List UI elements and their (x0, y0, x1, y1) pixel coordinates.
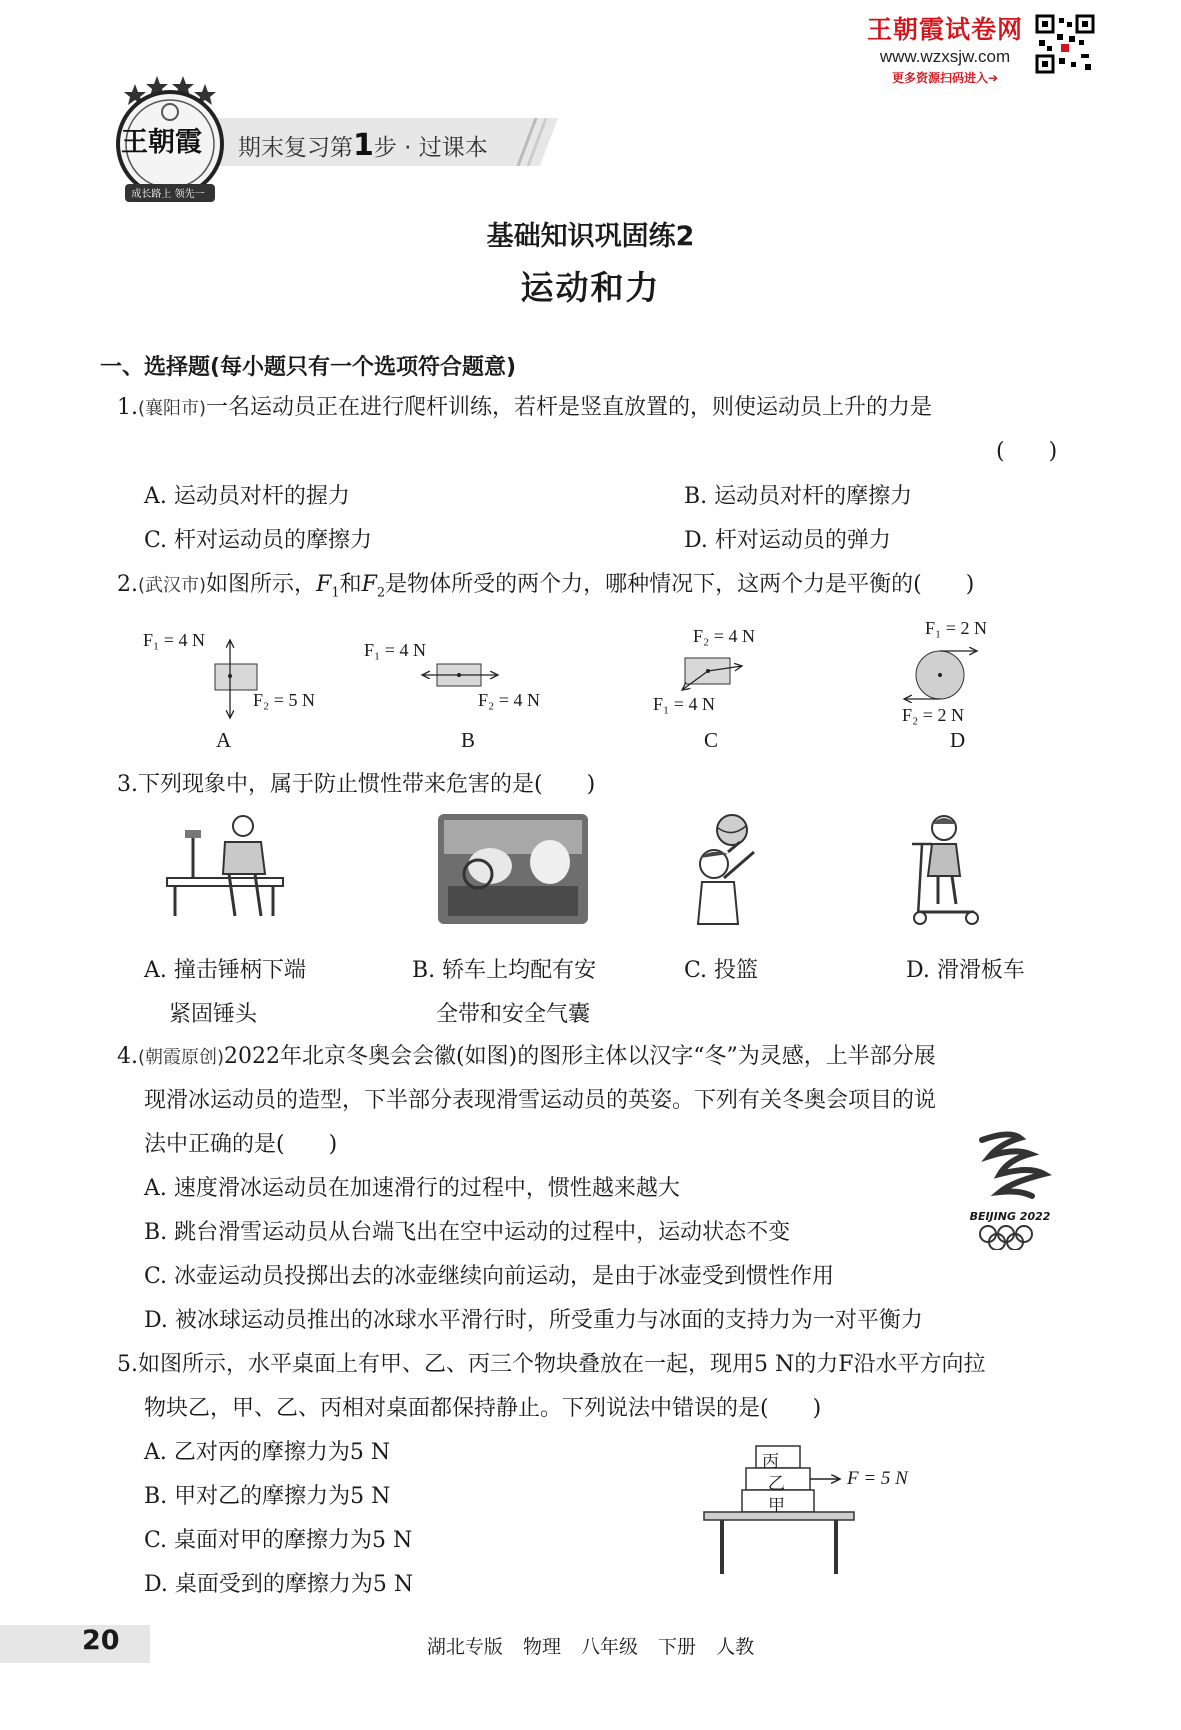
scooter-child-illustration (908, 814, 988, 926)
q2-c-f2-label: F₂ = 4 N (693, 626, 755, 646)
q4-stem-line2: 现滑冰运动员的造型，下半部分表现滑雪运动员的英姿。下列有关冬奥会项目的说 (144, 1088, 937, 1113)
banner-step-number: 1 (353, 128, 374, 163)
q5-stem-line2: 物块乙，甲、乙、丙相对桌面都保持静止。下列说法中错误的是( ) (144, 1396, 822, 1421)
block-bing-label: 丙 (762, 1452, 779, 1472)
q5-option-d[interactable]: D. 桌面受到的摩擦力为5 N (144, 1572, 414, 1597)
q1-text: 一名运动员正在进行爬杆训练，若杆是竖直放置的，则使运动员上升的力是 (206, 395, 933, 420)
hammer-bench-illustration (165, 812, 285, 927)
brand-block (860, 10, 1030, 86)
logo-text: 王朝霞 (121, 127, 202, 158)
q4-option-a[interactable]: A. 速度滑冰运动员在加速滑行的过程中，惯性越来越大 (144, 1176, 680, 1201)
q3-option-b-line2: 全带和安全气囊 (436, 1002, 591, 1027)
section-heading: 一、选择题(每小题只有一个选项符合题意) (100, 355, 517, 380)
q1-option-a[interactable]: A. 运动员对杆的握力 (144, 484, 350, 509)
block-yi-label: 乙 (768, 1474, 785, 1494)
q4-stem-line1 (117, 1042, 936, 1073)
q2-b-f2-label: F₂ = 4 N (478, 690, 540, 710)
q3-option-d[interactable]: D. 滑滑板车 (906, 958, 1025, 983)
emblem-caption: BEIJING 2022 (969, 1210, 1051, 1223)
q1-source: (襄阳市) (138, 398, 207, 419)
q5-option-b[interactable]: B. 甲对乙的摩擦力为5 N (144, 1484, 391, 1509)
q2-f1-symbol: F (316, 572, 332, 597)
q2-d-caption[interactable]: D (950, 728, 966, 752)
q5-option-a[interactable]: A. 乙对丙的摩擦力为5 N (144, 1440, 391, 1465)
q2-d-f1-label: F₁ = 2 N (925, 618, 987, 638)
q2-b-f1-label: F₁ = 4 N (364, 640, 426, 660)
q2-diagram-a (215, 640, 257, 718)
brand-more-text: 更多资源扫码进入➔ (891, 71, 999, 85)
qr-code-icon[interactable] (1035, 14, 1095, 74)
q3-option-a-line1[interactable]: A. 撞击锤柄下端 (144, 958, 306, 983)
q2-f2-sub: 2 (376, 585, 386, 601)
q2-a-f1-label: F₁ = 4 N (143, 630, 205, 650)
q4-number: 4. (117, 1044, 138, 1069)
q3-option-b-line1[interactable]: B. 轿车上均配有安 (412, 958, 597, 983)
q1-option-c[interactable]: C. 杆对运动员的摩擦力 (144, 528, 373, 553)
page-number: 20 (82, 1625, 120, 1656)
q2-d-f2-label: F₂ = 2 N (902, 705, 964, 725)
basketball-shot-illustration (684, 812, 784, 927)
q2-b-caption[interactable]: B (461, 728, 476, 752)
q1-number: 1. (117, 395, 138, 420)
q2-text-a: 如图所示， (206, 572, 317, 597)
page-title: 运动和力 (520, 268, 661, 307)
q5-number: 5. (117, 1352, 138, 1377)
q3-option-c[interactable]: C. 投篮 (684, 958, 759, 983)
stacked-blocks-diagram (700, 1442, 910, 1587)
banner-title (238, 128, 488, 163)
q4-source: (朝霞原创) (138, 1047, 225, 1068)
q2-and: 和 (339, 572, 362, 597)
block-jia-label: 甲 (768, 1496, 785, 1516)
q2-text-b: 是物体所受的两个力，哪种情况下，这两个力是平衡的( ) (385, 572, 975, 597)
q2-a-f2-label: F₂ = 5 N (253, 690, 315, 710)
q2-f2-symbol: F (361, 572, 377, 597)
q2-diagram-d (904, 651, 977, 699)
brand-url[interactable]: www.wzxsjw.com (879, 47, 1011, 66)
page-subtitle: 基础知识巩固练2 (486, 221, 695, 252)
q1-answer-paren[interactable]: ( ) (996, 439, 1058, 464)
q4-option-b[interactable]: B. 跳台滑雪运动员从台端飞出在空中运动的过程中，运动状态不变 (144, 1220, 791, 1245)
beijing-2022-emblem (960, 1130, 1060, 1250)
q5-stem-line1 (117, 1350, 986, 1380)
q2-a-caption[interactable]: A (216, 728, 232, 752)
banner-suffix: 步 · 过课本 (373, 135, 488, 161)
q3-number: 3. (117, 772, 138, 797)
q4-stem-line3: 法中正确的是( ) (144, 1132, 338, 1157)
q4-text-line1: 2022年北京冬奥会会徽(如图)的图形主体以汉字“冬”为灵感，上半部分展 (224, 1044, 936, 1069)
q5-text-line1: 如图所示，水平桌面上有甲、乙、丙三个物块叠放在一起，现用5 N的力F沿水平方向拉 (138, 1352, 986, 1377)
q4-option-c[interactable]: C. 冰壶运动员投掷出去的冰壶继续向前运动，是由于冰壶受到惯性作用 (144, 1264, 835, 1289)
q1-option-b[interactable]: B. 运动员对杆的摩擦力 (684, 484, 913, 509)
q2-c-f1-label: F₁ = 4 N (653, 694, 715, 714)
q2-c-caption[interactable]: C (704, 728, 719, 752)
footer-book-info: 湖北专版 物理 八年级 下册 人教 (426, 1636, 755, 1658)
q2-source: (武汉市) (138, 575, 207, 596)
banner-prefix: 期末复习第 (238, 135, 353, 161)
q2-stem (117, 570, 974, 608)
logo-slogan: 成长路上 领先一步 (131, 189, 205, 215)
q3-option-a-line2: 紧固锤头 (169, 1002, 258, 1027)
car-airbag-photo (438, 814, 588, 924)
q1-option-d[interactable]: D. 杆对运动员的弹力 (684, 528, 891, 553)
q3-stem (117, 770, 595, 800)
q2-diagram-b (422, 664, 498, 686)
q1-stem (117, 393, 932, 424)
q3-text: 下列现象中，属于防止惯性带来危害的是( ) (138, 772, 596, 797)
q2-f1-sub: 1 (331, 585, 340, 601)
q5-option-c[interactable]: C. 桌面对甲的摩擦力为5 N (144, 1528, 413, 1553)
q2-number: 2. (117, 572, 138, 597)
force-label: F = 5 N (847, 1468, 908, 1489)
q2-diagram-c (682, 658, 742, 690)
brand-name: 王朝霞试卷网 (866, 15, 1023, 44)
q4-option-d[interactable]: D. 被冰球运动员推出的冰球水平滑行时，所受重力与冰面的支持力为一对平衡力 (144, 1308, 923, 1333)
